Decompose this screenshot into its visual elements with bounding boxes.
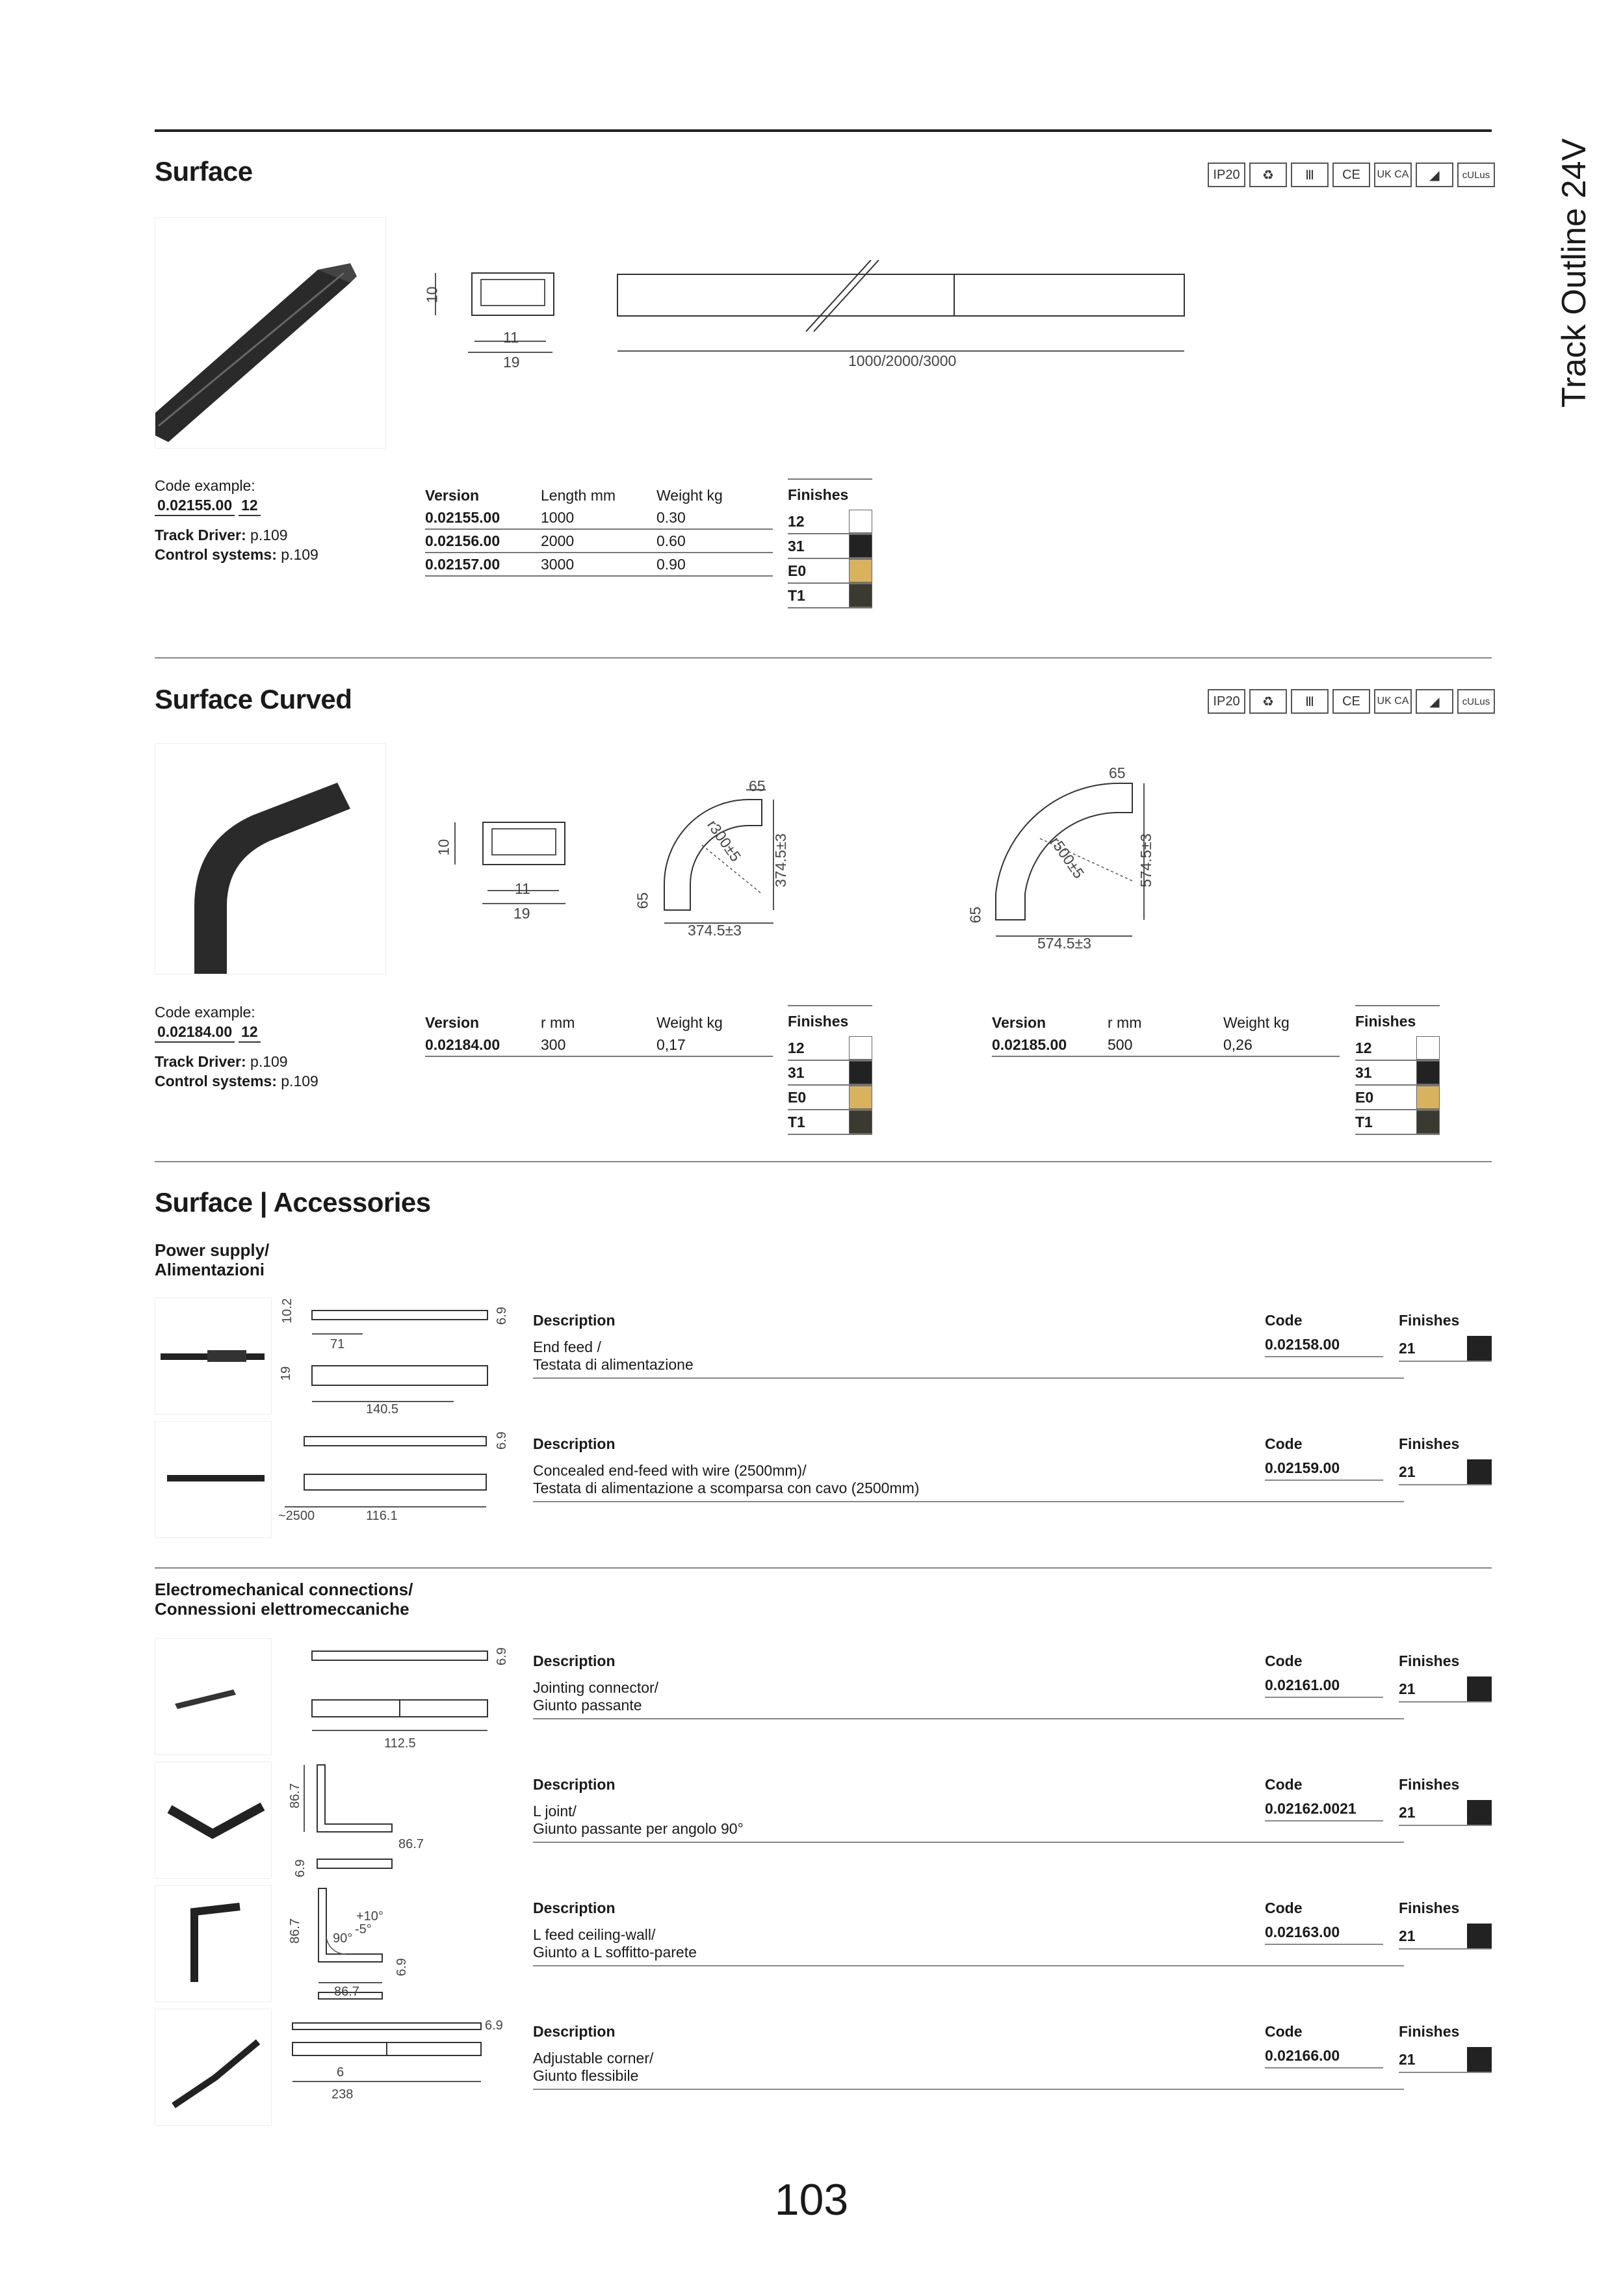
control-systems-link[interactable]: p.109 bbox=[281, 546, 318, 563]
finish-swatch bbox=[1467, 1336, 1492, 1361]
curved-finishes-300 bbox=[788, 1036, 872, 1135]
finish-row: E0 bbox=[788, 559, 872, 584]
dim-inner-width: 11 bbox=[515, 880, 530, 897]
ip20-icon: IP20 bbox=[1208, 163, 1245, 187]
finish-row: 12 bbox=[788, 510, 872, 534]
accessory-code: Code 0.02158.00 bbox=[1265, 1312, 1383, 1357]
finish-row: T1 bbox=[1355, 1110, 1440, 1135]
col-weight: Weight kg bbox=[656, 486, 723, 504]
accessory-code: Code 0.02161.00 bbox=[1265, 1652, 1383, 1698]
surface-track-photo bbox=[155, 217, 386, 449]
accessory-dim: 6.9 bbox=[395, 1958, 409, 1976]
finish-swatch bbox=[1467, 1800, 1492, 1825]
accessory-code: Code 0.02166.00 bbox=[1265, 2023, 1383, 2068]
recycle-icon: ♻ bbox=[1249, 163, 1287, 187]
accessory-code: Code 0.02159.00 bbox=[1265, 1435, 1383, 1481]
finish-row: 12 bbox=[788, 1036, 872, 1061]
finish-swatch bbox=[1416, 1110, 1440, 1134]
accessory-dim: 112.5 bbox=[384, 1736, 416, 1751]
accessory-item bbox=[155, 2009, 1492, 2126]
recycle-icon: ♻ bbox=[1249, 689, 1287, 714]
accessory-drawing bbox=[278, 1298, 512, 1415]
finish-row: 31 bbox=[788, 1061, 872, 1086]
accessory-dim: 6.9 bbox=[293, 1859, 307, 1877]
accessory-finish: Finishes 21 bbox=[1399, 1776, 1492, 1826]
surface-technical-drawing bbox=[416, 260, 1209, 377]
accessory-dim: 86.7 bbox=[334, 1985, 359, 1999]
accessory-dim: 6.9 bbox=[495, 1307, 509, 1325]
code-example-label: Code example: bbox=[155, 477, 255, 494]
surface-finishes bbox=[788, 510, 872, 608]
accessory-dim: +10° bbox=[356, 1909, 383, 1924]
dim-a-top: 65 bbox=[749, 777, 766, 794]
accessory-description: Description Jointing connector/ Giunto passante bbox=[533, 1652, 1404, 1719]
section-divider bbox=[155, 1161, 1492, 1162]
dim-outer-width: 19 bbox=[513, 905, 530, 922]
dim-length: 1000/2000/3000 bbox=[848, 352, 957, 369]
accessory-drawing bbox=[278, 2009, 512, 2126]
table-row: 0.02184.00 300 0,17 bbox=[425, 1034, 773, 1056]
track-driver-link[interactable]: p.109 bbox=[250, 527, 288, 543]
accessory-dim: 6.9 bbox=[495, 1431, 509, 1450]
curved-track-image bbox=[155, 744, 385, 974]
track-driver-label: Track Driver: bbox=[155, 1053, 246, 1070]
track-driver-label: Track Driver: bbox=[155, 527, 246, 543]
accessory-item bbox=[155, 1885, 1492, 2002]
dim-b-top: 65 bbox=[1109, 764, 1126, 781]
control-systems-link[interactable]: p.109 bbox=[281, 1073, 318, 1089]
accessory-dim: 116.1 bbox=[366, 1509, 398, 1523]
power-supply-heading: Power supply/ Alimentazioni bbox=[155, 1240, 270, 1279]
dim-height: 10 bbox=[423, 286, 441, 304]
accessory-drawing bbox=[278, 1885, 512, 2002]
section-divider bbox=[155, 1567, 1492, 1569]
finish-swatch bbox=[1467, 1676, 1492, 1701]
accessory-dim: 90° bbox=[333, 1931, 353, 1946]
certification-icons bbox=[1208, 163, 1495, 187]
dim-b-side: 65 bbox=[967, 906, 984, 924]
accessory-dim: 6.9 bbox=[495, 1647, 509, 1665]
eac-icon: ◢ bbox=[1416, 163, 1453, 187]
finish-swatch bbox=[849, 559, 872, 582]
accessory-dim: ~2500 bbox=[278, 1509, 315, 1523]
accessory-photo bbox=[155, 2009, 272, 2126]
accessory-dim: 140.5 bbox=[366, 1402, 399, 1415]
table-row: 0.02156.00 2000 0.60 bbox=[425, 529, 773, 553]
curved-track-photo bbox=[155, 743, 386, 974]
col-length: Length mm bbox=[541, 486, 616, 504]
finish-row: 31 bbox=[1355, 1061, 1440, 1086]
finish-swatch bbox=[1467, 1459, 1492, 1484]
curved-finishes-500 bbox=[1355, 1036, 1440, 1135]
accessory-drawing bbox=[278, 1762, 512, 1879]
culus-icon: cULus bbox=[1457, 689, 1495, 714]
table-row: 0.02155.00 1000 0.30 bbox=[425, 506, 773, 529]
accessory-finish: Finishes 21 bbox=[1399, 1312, 1492, 1362]
finish-swatch bbox=[1467, 1924, 1492, 1948]
accessory-description: Description Adjustable corner/ Giunto flessibile bbox=[533, 2023, 1404, 2090]
code-example-code: 0.02184.00 bbox=[155, 1022, 235, 1043]
finish-row: 12 bbox=[1355, 1036, 1440, 1061]
finish-swatch bbox=[849, 534, 872, 558]
accessory-dim: 6.9 bbox=[485, 2018, 503, 2033]
finish-swatch bbox=[849, 1036, 872, 1060]
accessory-finish: Finishes 21 bbox=[1399, 1899, 1492, 1950]
culus-icon: cULus bbox=[1457, 163, 1495, 187]
dim-a-side: 65 bbox=[634, 892, 651, 909]
section-divider bbox=[155, 129, 1492, 132]
accessory-drawing bbox=[278, 1638, 512, 1755]
finish-swatch bbox=[1416, 1086, 1440, 1109]
curved-spec-table-500: Version r mm Weight kg 0.02185.00 500 0,26 bbox=[992, 1011, 1340, 1057]
finish-swatch bbox=[849, 510, 872, 533]
col-version: Version bbox=[425, 486, 480, 504]
dim-b-radius: r500±5 bbox=[1046, 833, 1088, 881]
accessory-photo bbox=[155, 1885, 272, 2002]
finishes-header: Finishes bbox=[788, 486, 849, 503]
accessory-photo bbox=[155, 1298, 272, 1415]
dim-b-width: 574.5±3 bbox=[1037, 935, 1091, 952]
eac-icon: ◢ bbox=[1416, 689, 1453, 714]
control-systems-label: Control systems: bbox=[155, 1073, 277, 1089]
curved-technical-drawing bbox=[429, 764, 1209, 952]
accessory-photo bbox=[155, 1762, 272, 1879]
accessory-item bbox=[155, 1638, 1492, 1755]
accessory-dim: 10.2 bbox=[280, 1298, 294, 1324]
track-driver-link[interactable]: p.109 bbox=[250, 1053, 288, 1070]
control-systems-label: Control systems: bbox=[155, 546, 277, 563]
accessories-title: Surface | Accessories bbox=[155, 1187, 431, 1218]
finish-swatch bbox=[849, 1086, 872, 1109]
class-iii-icon: Ⅲ bbox=[1291, 689, 1329, 714]
curved-title: Surface Curved bbox=[155, 684, 352, 714]
ce-icon: CE bbox=[1332, 163, 1370, 187]
dim-height: 10 bbox=[435, 839, 452, 856]
code-example-finish: 12 bbox=[239, 1022, 261, 1043]
accessory-item bbox=[155, 1298, 1492, 1415]
code-example-code: 0.02155.00 bbox=[155, 495, 235, 516]
finish-swatch bbox=[1416, 1061, 1440, 1084]
accessory-finish: Finishes 21 bbox=[1399, 1652, 1492, 1702]
accessory-dim: 238 bbox=[331, 2087, 354, 2102]
accessory-photo bbox=[155, 1638, 272, 1755]
track-profile-image bbox=[155, 218, 385, 448]
finish-row: E0 bbox=[1355, 1086, 1440, 1110]
accessory-photo bbox=[155, 1421, 272, 1538]
table-row: 0.02157.00 3000 0.90 bbox=[425, 553, 773, 576]
accessory-finish: Finishes 21 bbox=[1399, 1435, 1492, 1485]
dim-outer-width: 19 bbox=[503, 354, 520, 371]
accessory-drawing bbox=[278, 1421, 512, 1538]
accessory-item bbox=[155, 1421, 1492, 1538]
surface-code-example bbox=[155, 476, 318, 564]
finish-row: 31 bbox=[788, 534, 872, 559]
finishes-header: Finishes bbox=[788, 1013, 849, 1030]
side-title: Track Outline 24V bbox=[1555, 138, 1593, 408]
surface-spec-table bbox=[425, 484, 773, 577]
dim-a-radius: r300±5 bbox=[703, 816, 745, 865]
accessory-description: Description Concealed end-feed with wire (2500mm)/ Testata di alimentazione a scomparsa con cavo (2500mm) bbox=[533, 1435, 1404, 1502]
finish-row: T1 bbox=[788, 1110, 872, 1135]
dim-b-height: 574.5±3 bbox=[1137, 833, 1154, 887]
curved-code-example bbox=[155, 1002, 318, 1091]
accessory-dim: 86.7 bbox=[398, 1837, 424, 1851]
accessory-description: Description End feed / Testata di alimentazione bbox=[533, 1312, 1404, 1379]
accessory-code: Code 0.02163.00 bbox=[1265, 1899, 1383, 1945]
accessory-code: Code 0.02162.0021 bbox=[1265, 1776, 1383, 1821]
dim-a-width: 374.5±3 bbox=[688, 922, 742, 939]
class-iii-icon: Ⅲ bbox=[1291, 163, 1329, 187]
section-divider bbox=[155, 657, 1492, 659]
accessory-dim: 19 bbox=[279, 1366, 293, 1381]
ukca-icon: UK CA bbox=[1374, 689, 1412, 714]
finish-swatch bbox=[1467, 2047, 1492, 2072]
ce-icon: CE bbox=[1332, 689, 1370, 714]
accessory-description: Description L feed ceiling-wall/ Giunto a L soffitto-parete bbox=[533, 1899, 1404, 1966]
accessory-dim: 6 bbox=[337, 2065, 344, 2080]
accessory-dim: 71 bbox=[330, 1337, 345, 1351]
finish-swatch bbox=[849, 1061, 872, 1084]
code-example-label: Code example: bbox=[155, 1004, 255, 1021]
ip20-icon: IP20 bbox=[1208, 689, 1245, 714]
accessory-dim: 86.7 bbox=[288, 1783, 302, 1808]
certification-icons bbox=[1208, 689, 1495, 714]
table-row: 0.02185.00 500 0,26 bbox=[992, 1034, 1340, 1056]
ukca-icon: UK CA bbox=[1374, 163, 1412, 187]
accessory-item bbox=[155, 1762, 1492, 1879]
finish-swatch bbox=[1416, 1036, 1440, 1060]
page-number: 103 bbox=[774, 2175, 849, 2224]
finish-row: T1 bbox=[788, 584, 872, 608]
dim-inner-width: 11 bbox=[503, 329, 519, 346]
accessory-description: Description L joint/ Giunto passante per angolo 90° bbox=[533, 1776, 1404, 1843]
finish-row: E0 bbox=[788, 1086, 872, 1110]
accessory-dim: 86.7 bbox=[288, 1918, 302, 1944]
dim-a-height: 374.5±3 bbox=[772, 833, 789, 887]
curved-spec-table-300: Version r mm Weight kg 0.02184.00 300 0,17 bbox=[425, 1011, 773, 1057]
finish-swatch bbox=[849, 1110, 872, 1134]
electromechanical-heading: Electromechanical connections/ Connessioni elettromeccaniche bbox=[155, 1580, 413, 1619]
accessory-dim: -5° bbox=[355, 1922, 372, 1937]
finishes-header: Finishes bbox=[1355, 1013, 1416, 1030]
code-example-finish: 12 bbox=[239, 495, 261, 516]
finish-swatch bbox=[849, 584, 872, 607]
surface-title: Surface bbox=[155, 156, 253, 187]
accessory-finish: Finishes 21 bbox=[1399, 2023, 1492, 2073]
